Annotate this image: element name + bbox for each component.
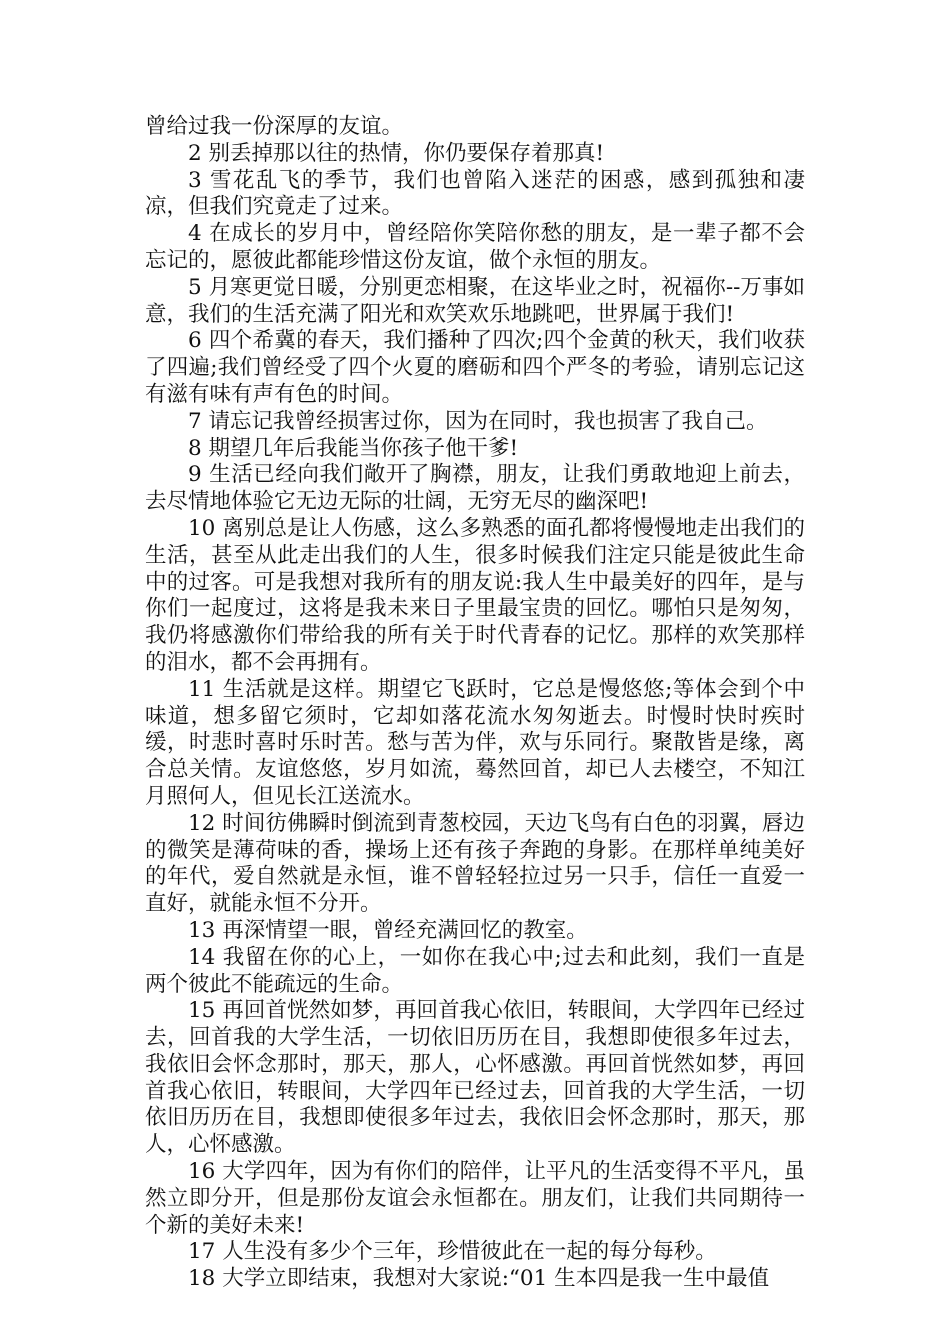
paragraph-13: 13 再深情望一眼，曾经充满回忆的教室。 [188, 917, 588, 943]
paragraph-8: 8 期望几年后我能当你孩子他干爹! [188, 435, 519, 461]
paragraph-6: 6 四个希冀的春天，我们播种了四次;四个金黄的秋天，我们收获了四遍;我们曾经受了四个火夏的磨砺和四个严冬的考验，请别忘记这有滋有味有声有色的时间。 [145, 328, 805, 407]
paragraph-17: 17 人生没有多少个三年，珍惜彼此在一起的每分每秒。 [188, 1239, 717, 1265]
document-page [145, 114, 805, 1293]
paragraph-7: 7 请忘记我曾经损害过你，因为在同时，我也损害了我自己。 [188, 408, 768, 434]
paragraph-18: 18 大学立即结束，我想对大家说:“01 生本四是我一生中最值 [188, 1266, 770, 1292]
paragraph-14: 14 我留在你的心上，一如你在我心中;过去和此刻，我们一直是两个彼此不能疏远的生命。 [145, 944, 805, 997]
paragraph-3: 3 雪花乱飞的季节，我们也曾陷入迷茫的困惑，感到孤独和凄凉，但我们究竟走了过来。 [145, 167, 805, 220]
paragraph-16: 16 大学四年，因为有你们的陪伴，让平凡的生活变得不平凡，虽然立即分开，但是那份友谊会永恒都在。朋友们，让我们共同期待一个新的美好未来! [145, 1159, 805, 1238]
paragraph-11: 11 生活就是这样。期望它飞跃时，它总是慢悠悠;等体会到个中味道，想多留它须时，它却如落花流水匆匆逝去。时慢时快时疾时缓，时悲时喜时乐时苦。愁与苦为伴，欢与乐同行。聚散皆是缘，离合总关情。友谊悠悠，岁月如流，蓦然回首，却已人去楼空，不知江月照何人，但见长江送流水。 [145, 676, 805, 809]
paragraph-9: 9 生活已经向我们敞开了胸襟，朋友，让我们勇敢地迎上前去，去尽情地体验它无边无际的壮阔，无穷无尽的幽深吧! [145, 462, 805, 515]
paragraph-10: 10 离别总是让人伤感，这么多熟悉的面孔都将慢慢地走出我们的生活，甚至从此走出我们的人生，很多时候我们注定只能是彼此生命中的过客。可是我想对我所有的朋友说:我人生中最美好的四年，是与你们一起度过，这将是我未来日子里最宝贵的回忆。哪怕只是匆匆，我仍将感激你们带给我的所有关于时代青春的记忆。那样的欢笑那样的泪水，都不会再拥有。 [145, 515, 805, 675]
paragraph-2: 2 别丢掉那以往的热情，你仍要保存着那真! [188, 140, 605, 166]
paragraph-12: 12 时间彷佛瞬时倒流到青葱校园，天边飞鸟有白色的羽翼，唇边的微笑是薄荷味的香，操场上还有孩子奔跑的身影。在那样单纯美好的年代，爱自然就是永恒，谁不曾轻轻拉过另一只手，信任一直爱一直好，就能永恒不分开。 [145, 810, 805, 917]
paragraph-4: 4 在成长的岁月中，曾经陪你笑陪你愁的朋友，是一辈子都不会忘记的，愿彼此都能珍惜这份友谊，做个永恒的朋友。 [145, 221, 805, 273]
paragraph-5: 5 月寒更觉日暖，分别更恋相聚，在这毕业之时，祝福你--万事如意，我们的生活充满了阳光和欢笑欢乐地跳吧，世界属于我们! [145, 274, 805, 327]
paragraph-15: 15 再回首恍然如梦，再回首我心依旧，转眼间，大学四年已经过去，回首我的大学生活，一切依旧历历在目，我想即使很多年过去，我依旧会怀念那时，那天，那人，心怀感激。再回首恍然如梦，再回首我心依旧，转眼间，大学四年已经过去，回首我的大学生活，一切依旧历历在目，我想即使很多年过去，我依旧会怀念那时，那天，那人，心怀感激。 [145, 998, 805, 1158]
paragraph-continuation: 曾给过我一份深厚的友谊。 [145, 114, 404, 139]
